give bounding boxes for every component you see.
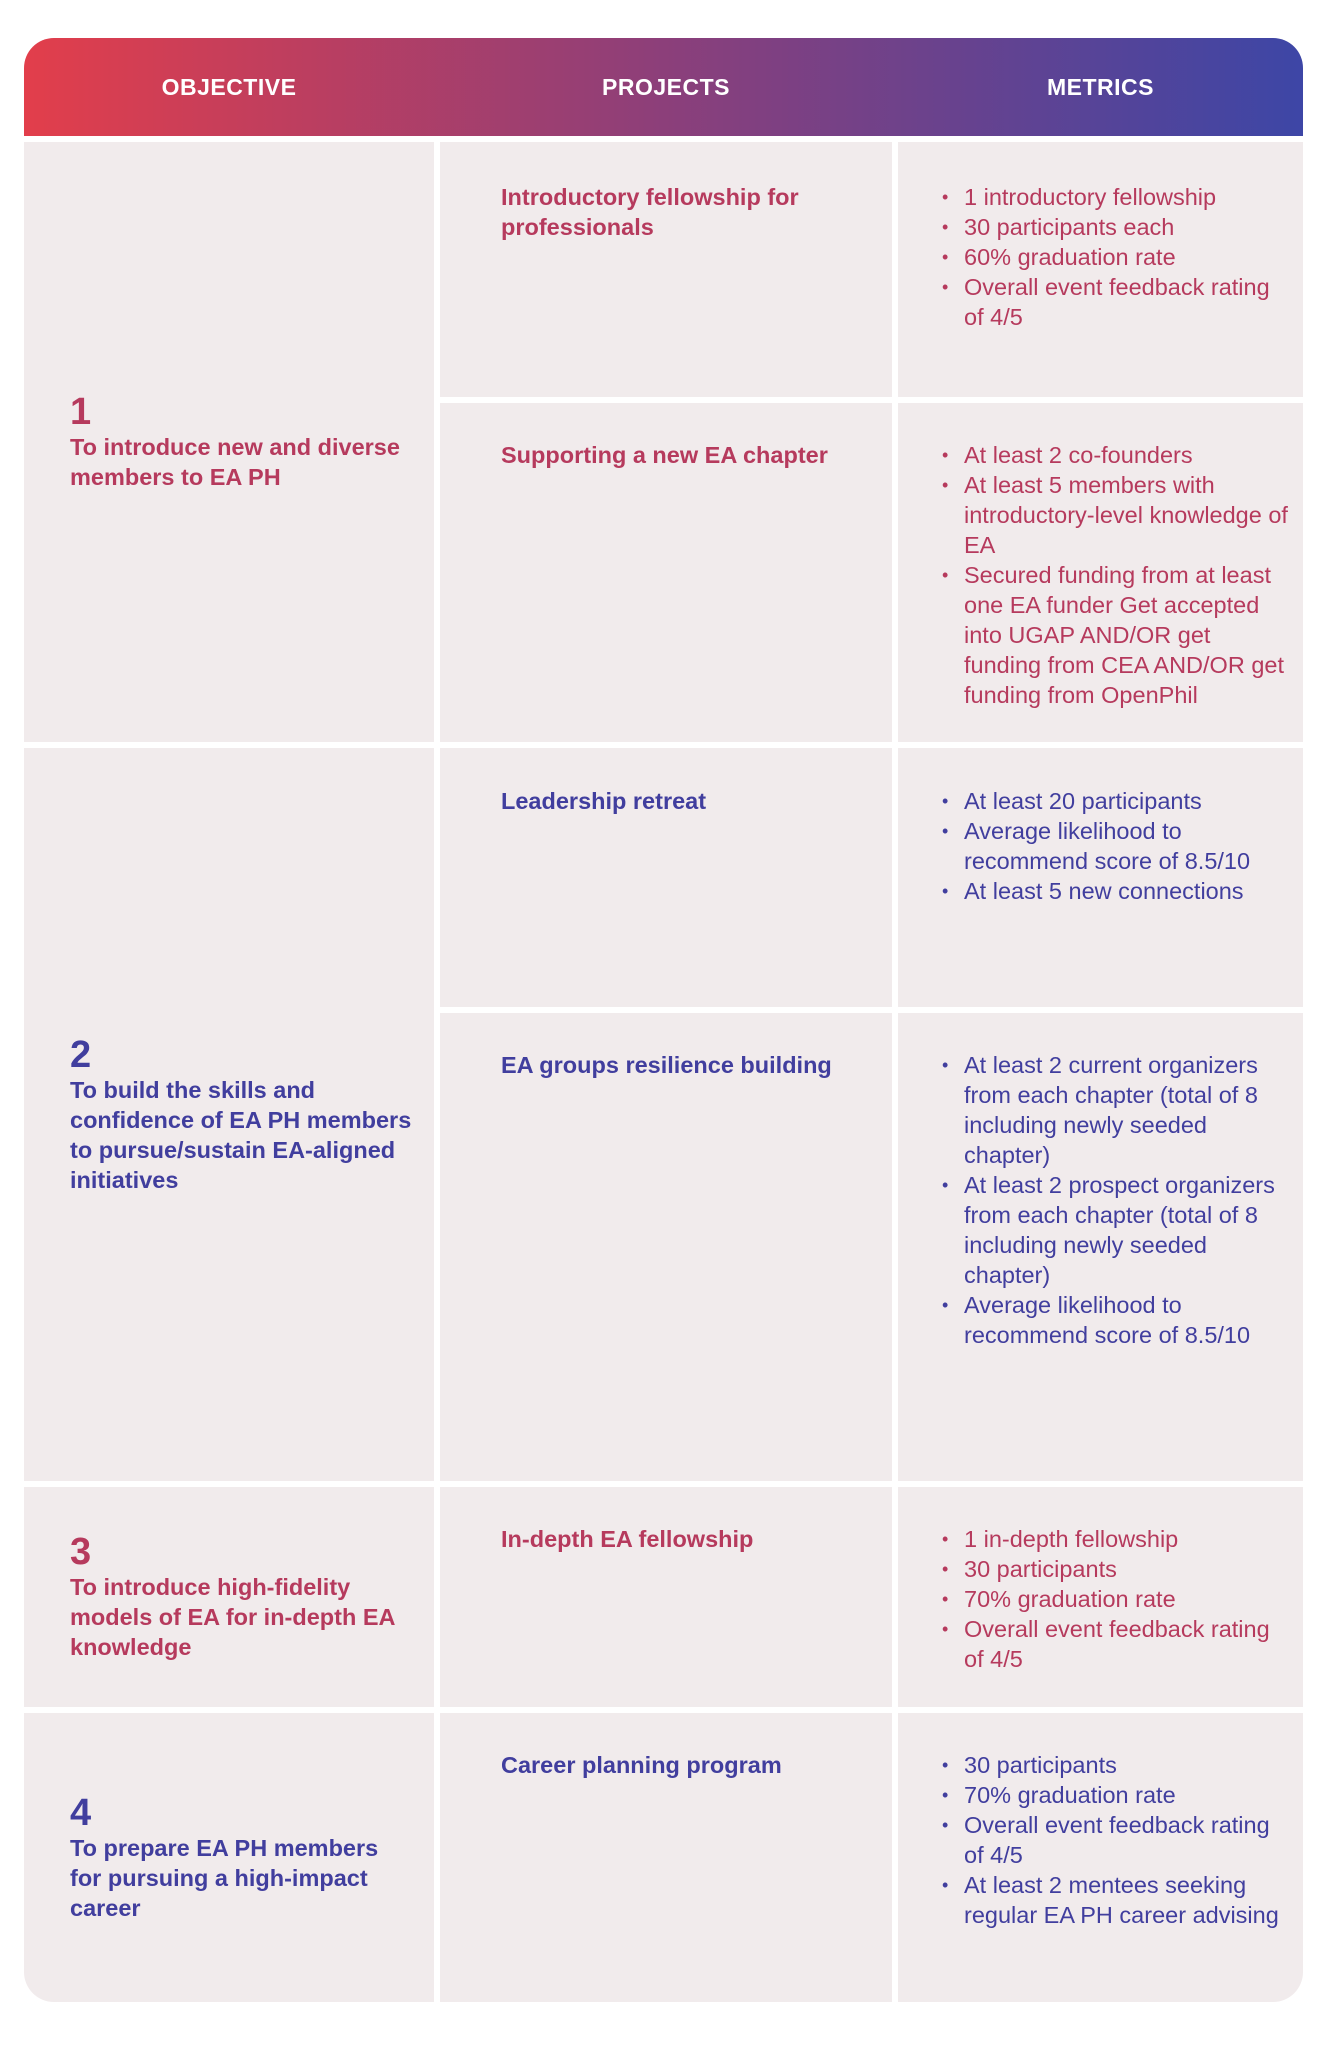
project-cell-6 <box>440 1713 892 2002</box>
header-projects: PROJECTS <box>602 73 730 100</box>
objective-text: To build the skills and confidence of EA PH members to pursue/sustain EA-aligned initiatives <box>70 1076 412 1193</box>
project-cell-5 <box>440 1487 892 1707</box>
project-name: Leadership retreat <box>501 788 707 814</box>
metrics-cell-2 <box>898 403 1303 742</box>
project-cell-2 <box>440 403 892 742</box>
metric-item: • 30 participants <box>942 1750 1291 1780</box>
metrics-cell-5 <box>898 1487 1303 1707</box>
objective-number: 1 <box>70 391 92 433</box>
project-name: Supporting a new EA chapter <box>501 442 828 468</box>
metric-item: • Average likelihood to recommend score of 8.5/10 <box>942 1290 1291 1350</box>
metric-item: • 1 introductory fellowship <box>942 182 1291 212</box>
metric-item: • Overall event feedback rating of 4/5 <box>942 1810 1291 1870</box>
objective-cell-4 <box>24 1713 434 2002</box>
metrics-list <box>942 182 1291 332</box>
metric-item: • 30 participants <box>942 1554 1291 1584</box>
project-name: In-depth EA fellowship <box>501 1526 754 1552</box>
metric-item: • 70% graduation rate <box>942 1584 1291 1614</box>
metrics-list <box>942 1050 1291 1350</box>
metric-item: • At least 2 co-founders <box>942 440 1291 470</box>
metric-item: • Secured funding from at least one EA funder Get accepted into UGAP AND/OR get funding from CEA AND/OR get funding from OpenPhil <box>942 560 1291 710</box>
objective-cell-1 <box>24 142 434 742</box>
objective-text: To prepare EA PH members for pursuing a high-impact career <box>70 1834 379 1921</box>
project-name: Introductory fellowship for professionals <box>501 184 799 240</box>
metric-item: • Overall event feedback rating of 4/5 <box>942 272 1291 332</box>
metric-item: • 30 participants each <box>942 212 1291 242</box>
header-metrics: METRICS <box>1047 73 1154 100</box>
metrics-cell-4 <box>898 1013 1303 1481</box>
metric-item: • At least 2 prospect organizers from each chapter (total of 8 including newly seeded chapter) <box>942 1170 1291 1290</box>
metric-item: • At least 20 participants <box>942 786 1291 816</box>
project-cell-4 <box>440 1013 892 1481</box>
metric-item: • 70% graduation rate <box>942 1780 1291 1810</box>
metric-item: • At least 2 mentees seeking regular EA PH career advising <box>942 1870 1291 1930</box>
project-cell-3 <box>440 748 892 1007</box>
project-name: Career planning program <box>501 1752 782 1778</box>
objectives-table <box>24 38 1303 2002</box>
objective-text: To introduce new and diverse members to EA PH <box>70 434 400 490</box>
metric-item: • At least 2 current organizers from each chapter (total of 8 including newly seeded chapter) <box>942 1050 1291 1170</box>
objective-number: 2 <box>70 1033 92 1076</box>
metric-item: • Average likelihood to recommend score of 8.5/10 <box>942 816 1291 876</box>
metric-item: • Overall event feedback rating of 4/5 <box>942 1614 1291 1674</box>
project-cell-1 <box>440 142 892 397</box>
metric-item: • At least 5 new connections <box>942 876 1291 906</box>
objective-cell-3 <box>24 1487 434 1707</box>
objective-number: 3 <box>70 1531 92 1573</box>
header-objective: OBJECTIVE <box>161 73 297 100</box>
metrics-list <box>942 786 1291 906</box>
metrics-cell-6 <box>898 1713 1303 2002</box>
metric-item: • 1 in-depth fellowship <box>942 1524 1291 1554</box>
metrics-list <box>942 1750 1291 1930</box>
metric-item: • 60% graduation rate <box>942 242 1291 272</box>
metrics-list <box>942 1524 1291 1674</box>
objective-number: 4 <box>70 1791 92 1834</box>
project-name: EA groups resilience building <box>501 1052 832 1078</box>
metric-item: • At least 5 members with introductory-level knowledge of EA <box>942 470 1291 560</box>
metrics-list <box>942 440 1291 710</box>
metrics-cell-1 <box>898 142 1303 397</box>
objective-text: To introduce high-fidelity models of EA for in-depth EA knowledge <box>70 1574 395 1660</box>
metrics-cell-3 <box>898 748 1303 1007</box>
objective-cell-2 <box>24 748 434 1481</box>
